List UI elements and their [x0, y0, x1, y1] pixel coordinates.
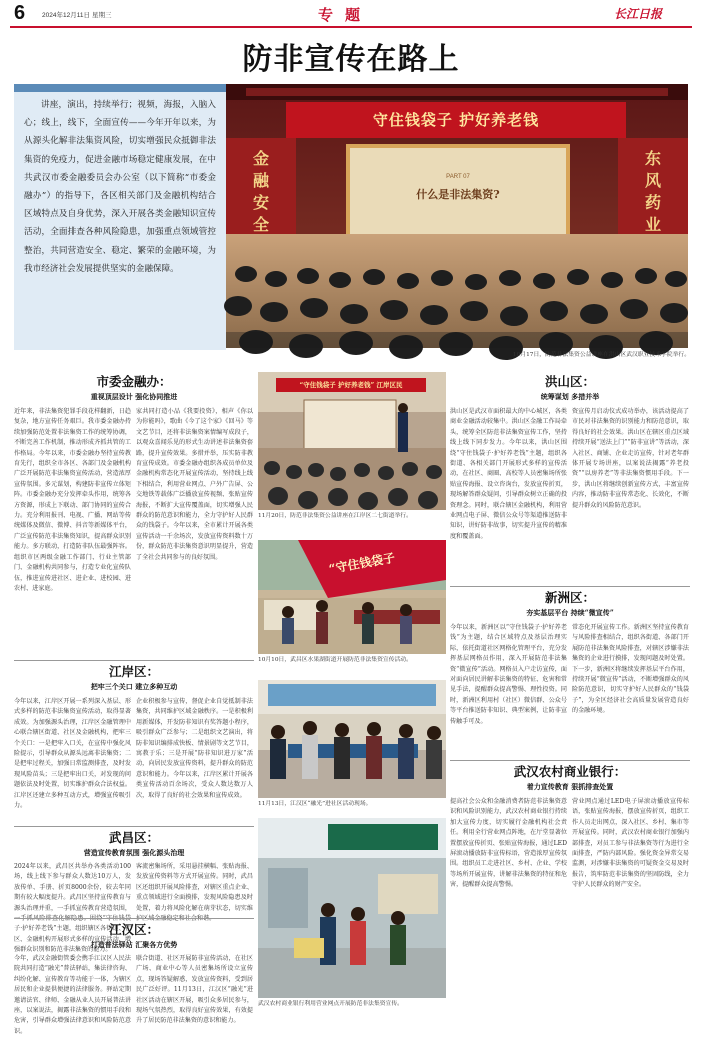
- photo-nongshang-caption: 武汉农村商业银行利用营业网点开展防范非法集资宣传。: [258, 1001, 403, 1007]
- jianghan-district: 江汉区：: [108, 922, 159, 937]
- photo-wuchang-caption: 10月10日，武昌区水果湖街道开展防范非法集资宣传活动。: [258, 657, 412, 663]
- masthead-rule: [10, 26, 692, 28]
- xinzhou-col2: 常态化开展宣传工作。新洲区坚持宣传教育与风险排查相结合，组织各街道、各部门开展防范非法集资风险排查，对辖区涉嫌非法集资的企业进行摸排，发现问题及时处置。下一步，新洲区将继续发挥基层平台作用，持续开展“微宣传”活动，不断增强群众的风险防范意识，切实守护好人民群众的“钱袋子”，为全区经济社会高质量发展营造良好的金融环境。: [572, 624, 689, 715]
- hongshan-col1: 洪山区是武汉市面积最大的中心城区，各类商业金融活动较集中。洪山区金融工作局牵头，统筹全区防范非法集资宣传工作，坚持线上线下同步发力。今年以来，洪山区围绕“守住钱袋子·护好养老钱”主题，组织各街道、各相关部门开展形式多样的宣传活动，在社区、商圈、高校等人员密集场所张贴宣传海报、设立咨询台，发放宣传折页，现场解答群众疑问，引导群众树立正确的投资理念。同时，联合辖区金融机构，利用营业网点电子屏、微信公众号等渠道推送防非知识，讲好防非故事，切实提升宣传的精准度和覆盖面。: [450, 408, 567, 540]
- lead-paragraph: 讲座，演出，持续举行；视频，海报，入脑入心；线上，线下，全面宣传——今年开年以来，为从源头化解非法集资风险，切实增强民众抵御非法集资的免疫力，促进金融市场稳定健康发展，在中共武汉市委金融委员会办公室（以下简称“市委金融办”）的指导下，各区相关部门及金融机构结合区域特点及自身优势，深入开展各类金融知识宣传活动，全面排查各种风险隐患，加强重点领域管控整治，共同营造安全、稳定、繁荣的金融环境，为我市经济社会发展提供坚实的金融保障。: [24, 100, 216, 274]
- xinzhou-rule: [450, 760, 690, 761]
- issue-weekday: 星期三: [92, 12, 112, 19]
- jianghan-col1: 今年，武汉金融街管委会携手江汉区人民法院共同打造“融光”普法驿站，集法律咨询、纠纷化解、宣传教育等功能于一体，为辖区居民和企业提供便捷的法律服务。驿站定期邀请法官、律师、金融从业人员开展普法讲座，以案说法，揭露非法集资的惯用手段和危害，引导群众增强法律意识和风险防范意识。: [14, 955, 131, 1035]
- main-photo-banner: 守住钱袋子 护好养老钱: [372, 111, 540, 129]
- wuchang-col2: 客流密集场所，采用悬挂横幅、张贴海报、发放宣传资料等方式开展宣传。同时，武昌区还组织开展风险排查，对辖区重点企业、重点领域进行全面摸排，发现风险隐患及时处置，着力将风险化解在萌芽状态，切实维护区域金融稳定和社会和谐。: [136, 863, 253, 923]
- jiangan-col1: 今年以来，江岸区开展一系列深入基层、形式多样的防范非法集资宣传活动，取得显著成效。为加强源头治理，江岸区金融管理中心联合辖区街道、社区及金融机构，把牢三个关口：一是把牢入口关，在宣传中强化风险提示，引导群众从源头远离非法集资；二是把牢过程关，加强日常监测排查，及时发现风险苗头；三是把牢出口关，对发现的问题依法及时处置，切实维护群众合法权益。江岸区还建立多种互动方式，增强宣传吸引力。: [14, 698, 131, 810]
- wuchang-col1: 2024年以来，武昌区共举办各类活动100场，线上线下参与群众人数达10万人，发放传单、手册、折页8000余份，较去年同期有较大幅度提升。武昌区坚持宣传教育与源头治理并重，一手抓宣传教育营造氛围，一手抓风险排查化解隐患。围绕“守住钱袋子·护好养老钱”主题，组织辖区各街道、社区、金融机构开展形式多样的宣传活动，增强群众识别和防范非法集资的能力。: [14, 863, 131, 954]
- wuchang-district: 武昌区：: [108, 830, 159, 845]
- nongshang-col1: 提高社会公众和金融消费者防范非法集资意识和风险识别能力，武汉农村商业银行持续加大宣传力度，切实履行金融机构社会责任。利用全行营业网点阵地，在厅堂显著位置摆放宣传折页、张贴宣传海报，通过LED屏滚动播放防非宣传标语，营造浓厚宣传氛围。组织员工走进社区、乡村、企业、学校等场所开展宣传，讲解非法集资的特征和危害，提醒群众提高警惕。: [450, 798, 567, 889]
- wuchang-rule: [14, 918, 254, 919]
- nongshang-col2: 营业网点通过LED电子屏滚动播放宣传标语，张贴宣传海报，摆放宣传折页，组织工作人员走出网点，深入社区、乡村、集市等开展宣传。同时，武汉农村商业银行加强内部排查，对员工参与非法集资等行为进行全面排查，严防内部风险。强化资金异常交易监测，对涉嫌非法集资的可疑资金交易及时报告，筑牢防范非法集资的坚固防线，全力守护人民群众的财产安全。: [572, 798, 689, 889]
- shiweijrb-org: 市委金融办：: [96, 374, 172, 389]
- xinzhou-col1: 今年以来，新洲区以“守住钱袋子·护好养老钱”为主题，结合区域特点及基层治理实际，依托街道社区网格化管理平台，充分发挥基层网格员作用，深入开展防范非法集资“微宣传”活动。网格员入户走访宣传，面对面向居民讲解非法集资的特征、危害和常见手法，提醒群众提高警惕、理性投资。同时，新洲区利用村（社区）微信群、公众号等平台推送防非知识、典型案例，让防非宣传触手可及。: [450, 624, 567, 725]
- section-title: 专题: [318, 6, 373, 24]
- photo-jiangan-banner: “守住钱袋子 护好养老钱” 江岸区民: [299, 381, 403, 389]
- shiweijrb-col1: 近年来，非法集资犯罪手段花样翻新，日趋复杂，地方宣传任务艰巨。我市委金融办持续加强防范处置非法集资工作的统筹协调，不断完善工作机制，推动形成齐抓共管的工作格局。今年以来，市委金融办坚持宣传教育先行，组织全市各区、各部门及金融机构广泛开展防范非法集资宣传活动，营造浓厚宣传氛围。多元谋划，构建防非宣传立体矩阵。市委金融办充分发挥牵头作用，统筹各方资源，形成上下联动、部门协同的宣传合力。充分利用报刊、电视、广播、网站等传统媒体及微信、微博、抖音等新媒体平台，广泛宣传防范非法集资知识，提高群众识别能力。多方联动，打造防非队伍最强阵容。组织市区两级金融工作部门、行业主管部门、金融机构共同参与，打造专业化宣传队伍，推进宣传进社区、进企业、进校园、进农村、进家庭。: [14, 408, 131, 592]
- xinzhou-district: 新洲区：: [544, 590, 595, 605]
- jianghan-col2: 联合街道、社区开展防非宣传活动，在社区广场、商业中心等人员密集场所设立宣传点，现场答疑解惑，发放宣传资料，受到居民广泛好评。11月13日，江汉区“融光”进社区活动在辖区开展，吸引众多居民参与，现场气氛热烈，取得良好宣传效果，有效提升了居民防范非法集资的意识和能力。: [136, 955, 253, 1025]
- main-photo-screen-part: PART 07: [446, 174, 470, 180]
- main-photo-right-panel: 东风药业: [644, 149, 661, 234]
- main-photo: [226, 84, 688, 348]
- jiangan-col2: 企业积极参与宣传，督促企业自觉抵制非法集资，共同维护区域金融秩序。一是积极利用新媒体，开发防非知识有奖答题小程序，吸引群众广泛参与；二是组织文艺演出，将防非知识编排成快板、情景剧等文艺节目，寓教于乐；三是开展“防非知识进万家”活动，向居民发放宣传资料，提升群众的防范意识和能力。今年以来，江岸区累计开展各类宣传活动百余场次，受众人数达数万人次，取得了良好的社会效果和宣传成效。: [136, 698, 253, 799]
- main-photo-screen-title: 什么是非法集资?: [416, 188, 500, 201]
- photo-wuchang-banner: “守住钱袋子: [327, 550, 397, 577]
- nongshang-title: 着力宣传教育 狠抓排查处置: [526, 782, 614, 791]
- photo-jianghan-caption: 11月13日，江汉区“融光”进社区活动现场。: [258, 801, 372, 807]
- main-photo-caption: 10月17日，防范非法集资公益讲座在洪山区武汉职业技术学院举行。: [512, 352, 690, 358]
- shiweijrb-rule: [14, 660, 254, 661]
- shiweijrb-title: 重视顶层设计 强化协同推进: [90, 392, 178, 401]
- xinzhou-title: 夯实基层平台 持续“微宣传”: [526, 608, 614, 617]
- issue-date: 2024年12月11日: [42, 12, 90, 19]
- hongshan-rule: [450, 586, 690, 587]
- hongshan-title: 统筹谋划 多措并举: [540, 392, 600, 401]
- jiangan-title: 把牢三个关口 建立多种互动: [90, 682, 178, 691]
- page-number: 6: [14, 2, 26, 24]
- paper-logo: 长江日报: [614, 7, 663, 21]
- photo-nongshang-branch: [258, 818, 446, 998]
- main-headline: 防非宣传在路上: [242, 42, 460, 77]
- photo-jianghan-event: [258, 680, 446, 798]
- photo-jiangan-lecture: [258, 372, 446, 510]
- jiangan-rule: [14, 826, 254, 827]
- jiangan-district: 江岸区：: [108, 664, 159, 679]
- main-photo-left-panel: 金融安全: [252, 149, 269, 234]
- shiweijrb-col2: 家共同打造小品《我要投资》，相声《你以为你能吗》，歌曲《今了这个家》《回马》等文艺节目，还将非法集资案情编写成段子，以观众喜闻乐见的形式生动讲述非法集资套路，提升宣传效果。多措并举，压实防非教育宣传成效。市委金融办组织各成员单位及金融机构常态化开展宣传活动，坚持线上线下相结合，利用营业网点、户外广告屏、公交地铁等载体广泛播放宣传视频、张贴宣传海报，不断扩大宣传覆盖面，切实增强人民群众的防范意识和能力，全力守护好人民群众的钱袋子。今年以来，全市累计开展各类宣传活动一千余场次，发放宣传资料数十万份，群众防范非法集资意识明显提升，营造了全社会共同参与的良好氛围。: [136, 408, 253, 561]
- wuchang-title: 营造宣传教育氛围 强化源头治理: [83, 848, 185, 857]
- nongshang-org: 武汉农村商业银行：: [513, 764, 627, 779]
- jianghan-title: 打造普法驿站 汇聚各方优势: [90, 940, 178, 949]
- photo-jiangan-caption: 11月20日，防范非法集资公益讲座在江岸区二七街道举行。: [258, 513, 412, 519]
- hongshan-col2: 资宣传月启动仪式成功举办，该活动提高了市民对非法集资的识别能力和防范意识，取得良好的社会效果。洪山区在辖区重点区域持续开展“送法上门”“防非宣讲”等活动，深入社区、商铺、企业走访宣传，针对老年群体开展专场讲座，以案说法揭露“养老投资”“以房养老”等非法集资惯用手段。下一步，洪山区将继续创新宣传方式，丰富宣传内容，推动防非宣传常态化、长效化，不断提升群众的风险防范意识。: [572, 408, 689, 509]
- masthead: [0, 0, 702, 30]
- hongshan-district: 洪山区：: [544, 374, 595, 389]
- photo-wuchang-street: [258, 540, 446, 654]
